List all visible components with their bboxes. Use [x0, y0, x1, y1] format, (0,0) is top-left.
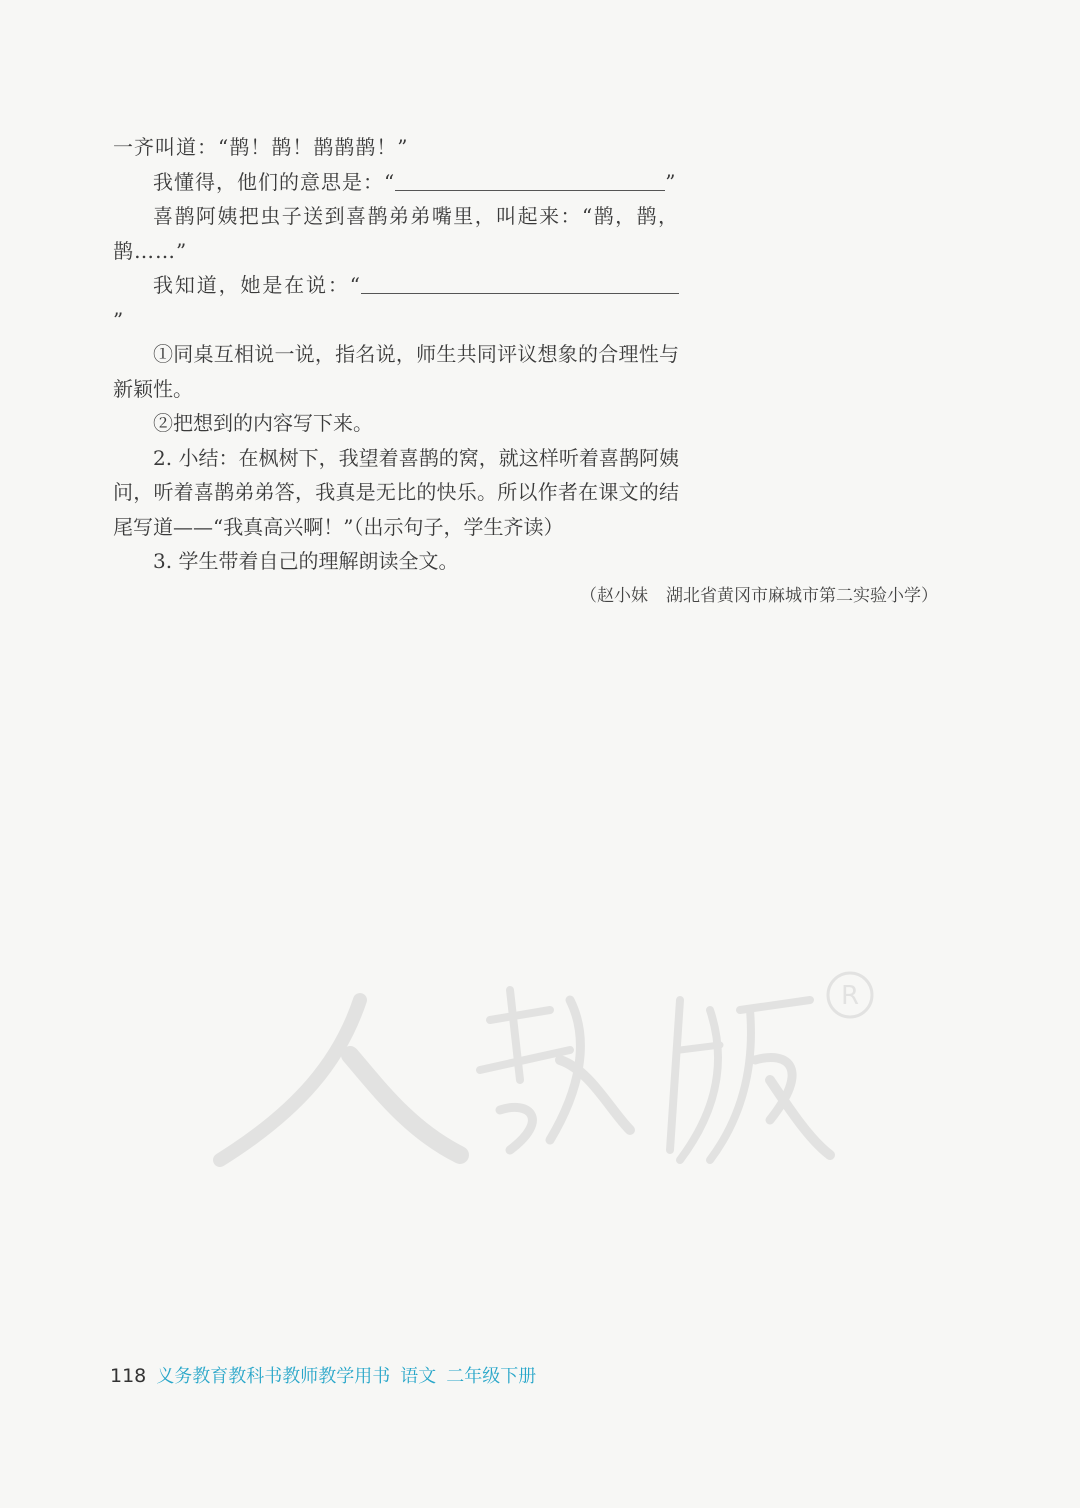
fill-in-blank-1[interactable]: [395, 168, 665, 191]
page-footer: [110, 1362, 536, 1388]
paragraph-7: 2. 小结：在枫树下，我望着喜鹊的窝，就这样听着喜鹊阿姨问，听着喜鹊弟弟答，我真是无比的快乐。所以作者在课文的结尾写道——“我真高兴啊！”（出示句子，学生齐读）: [113, 445, 679, 539]
book-series: 义务教育教科书教师教学用书: [156, 1366, 391, 1387]
fill-in-blank-2[interactable]: [361, 271, 679, 294]
publisher-watermark: [210, 960, 890, 1180]
svg-text:R: R: [840, 981, 860, 1011]
paragraph-4-prefix: 我知道，她是在说：“: [153, 273, 361, 297]
paragraph-2-prefix: 我懂得，他们的意思是：“: [153, 169, 396, 194]
paragraph-4-suffix: ”: [113, 307, 125, 332]
attribution-author: 赵小妹: [597, 586, 648, 606]
paragraph-2-suffix: ”: [665, 169, 677, 194]
book-grade: 二年级下册: [446, 1366, 537, 1387]
paragraph-5: ①同桌互相说一说，指名说，师生共同评议想象的合理性与新颖性。: [113, 342, 679, 401]
body-text: [113, 130, 679, 579]
paragraph-1: 一齐叫道：“鹊！鹊！鹊鹊鹊！”: [113, 135, 409, 159]
paragraph-6: ②把想到的内容写下来。: [153, 411, 373, 435]
attribution-close-paren: ）: [921, 586, 938, 606]
paragraph-3: 喜鹊阿姨把虫子送到喜鹊弟弟嘴里，叫起来：“鹊，鹊，鹊……”: [113, 204, 679, 263]
author-attribution: [580, 581, 938, 606]
attribution-open-paren: （: [580, 586, 597, 606]
paragraph-8: 3. 学生带着自己的理解朗读全文。: [153, 549, 459, 573]
paragraph-4: [113, 268, 679, 337]
book-subject: 语文: [400, 1366, 437, 1387]
attribution-school: 湖北省黄冈市麻城市第二实验小学: [666, 586, 921, 606]
paragraph-2: [113, 165, 679, 200]
page-number: 118: [110, 1365, 147, 1387]
